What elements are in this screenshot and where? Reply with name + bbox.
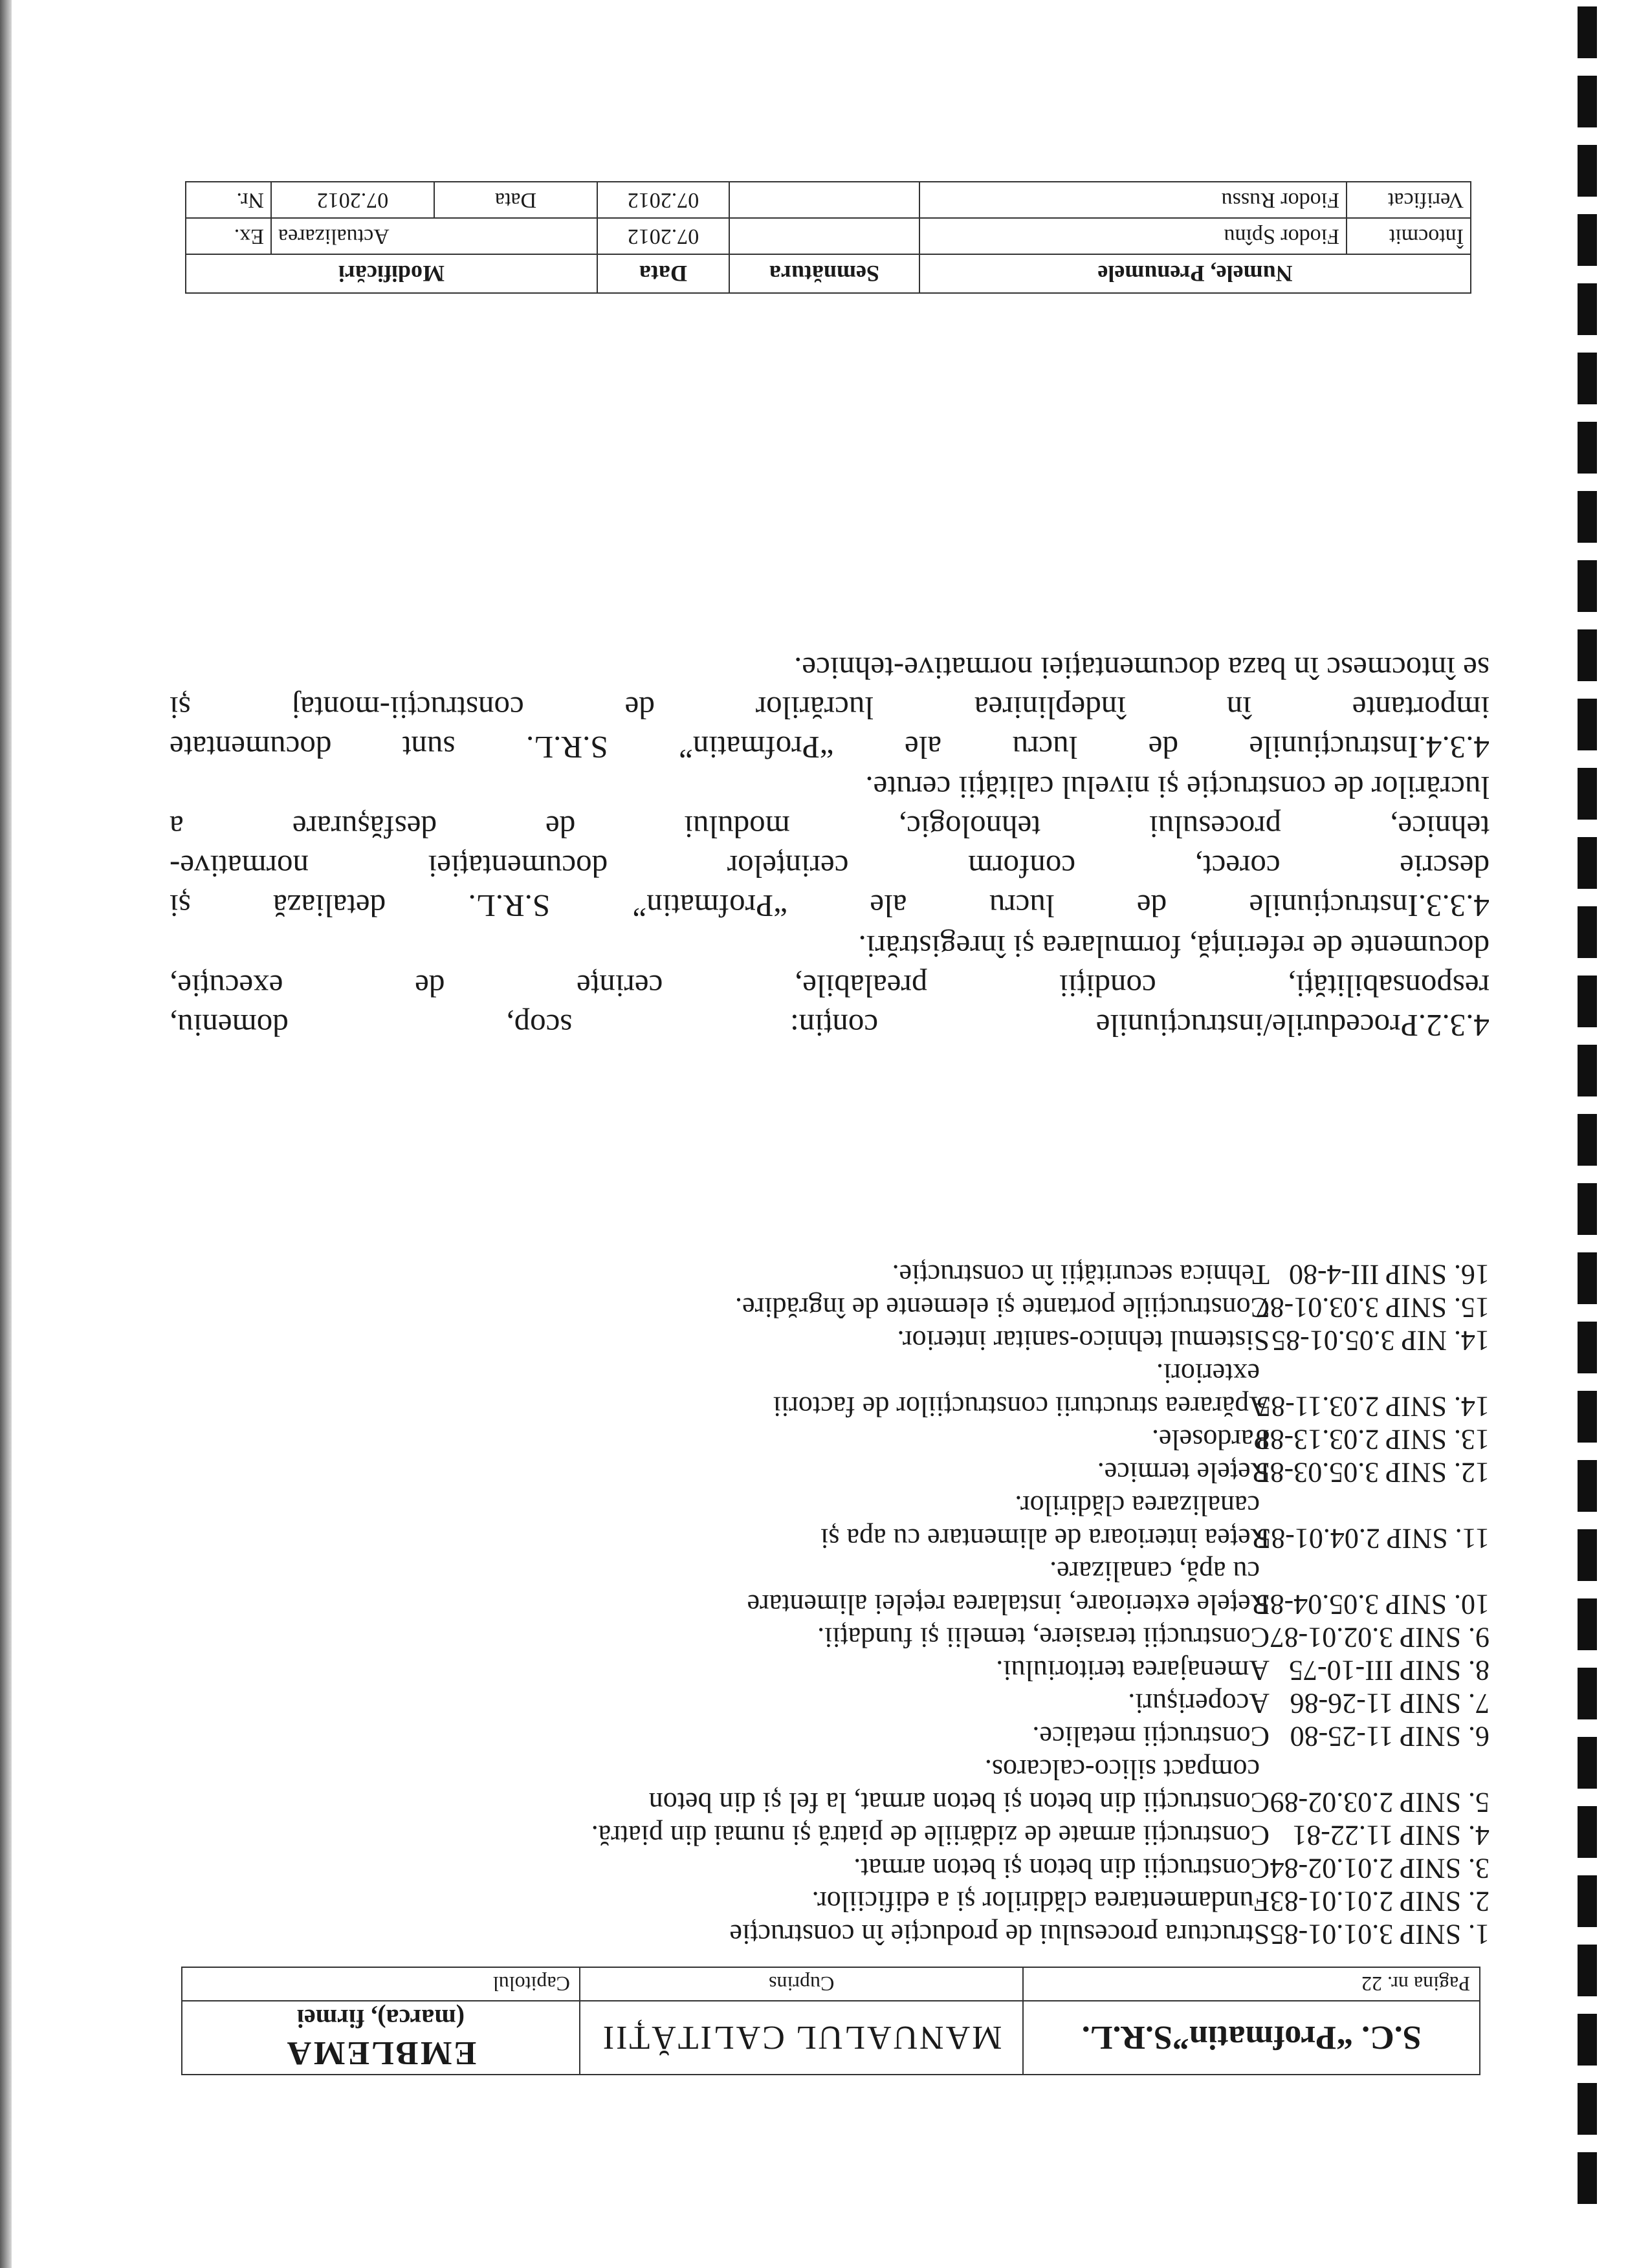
standard-code (1270, 1324, 1490, 1357)
mod-value: Ex. (186, 218, 271, 254)
signature-row (186, 218, 1471, 254)
standard-item (1128, 1687, 1490, 1720)
standard-description: Rețele exterioare, instalarea rețelei alimentare (747, 1589, 1270, 1620)
standard-number: 1. (1468, 1919, 1490, 1950)
paragraph-4-3-3 (170, 768, 1490, 926)
standard-description: Construcții metalice. (1032, 1721, 1270, 1752)
standard-number: 10. (1454, 1589, 1490, 1620)
standard-code (1255, 1291, 1490, 1324)
page-number: Pagina nr. 22 (1023, 1967, 1480, 2001)
standard-code (1270, 1258, 1490, 1291)
signature-table (185, 181, 1471, 294)
standard-item (820, 1522, 1490, 1555)
standard-number: 16. (1454, 1259, 1490, 1291)
contents-label: Cuprins (580, 1967, 1023, 2001)
sig-header-date: Data (597, 254, 729, 293)
standard-item (747, 1588, 1490, 1621)
standard-description: Amenajarea teritoriului. (996, 1655, 1270, 1686)
standard-description: Rețea interioara de alimentare cu apa și (820, 1523, 1270, 1554)
standard-item (853, 1852, 1490, 1885)
sig-signature (729, 218, 919, 254)
standard-item (729, 1918, 1490, 1951)
standard-item (1032, 1720, 1490, 1753)
paragraph-line: lucrărilor de construcție și nivelul calității cerute. (865, 770, 1490, 805)
standard-number: 13. (1454, 1424, 1490, 1456)
sig-name: Fiodor Spînu (919, 218, 1347, 254)
standard-code-text: SNIP 2.01.01-83 (1270, 1886, 1461, 1917)
paragraph-line: importante în îndeplinirea lucrărilor de construcții-montaj și (170, 690, 1490, 726)
emblem-title: EMBLEMA (285, 2034, 477, 2071)
standard-code (1270, 1852, 1490, 1885)
standard-code (1270, 1918, 1490, 1951)
standard-description: Construcțiile portante și elemente de îngrădire. (735, 1292, 1270, 1324)
standard-number: 6. (1468, 1721, 1490, 1752)
standard-number: 9. (1468, 1622, 1490, 1653)
standard-code-text: SNIP 3.01.01-85 (1270, 1919, 1461, 1950)
standard-code (1270, 1819, 1490, 1852)
sig-signature (729, 182, 919, 218)
standard-code-text: SNIP III-4-80 (1289, 1259, 1447, 1291)
company-name: S.C. “Profmatin”S.R.L. (1023, 2001, 1480, 2075)
standard-code (1257, 1522, 1490, 1555)
sig-header-signature: Semnătura (729, 254, 919, 293)
standard-description: Sistemul tehnico-sanitar interior. (897, 1325, 1270, 1357)
standard-code-text: NIP 3.05.01-85 (1271, 1325, 1447, 1357)
standard-item (649, 1786, 1490, 1819)
standard-code-text: SNIP 11.22-81 (1292, 1820, 1461, 1851)
sig-role: Verificat (1347, 182, 1471, 218)
standard-item (897, 1324, 1490, 1357)
standard-description-continued: compact silico-calcaros. (984, 1754, 1260, 1785)
standard-code-text: SNIP 2.01.02-84 (1270, 1853, 1461, 1884)
paragraph-line: responsabilități, condiții prealabile, cerințe de execuție, (170, 968, 1490, 1004)
standard-item (591, 1819, 1490, 1852)
standard-number: 3. (1468, 1853, 1490, 1884)
sig-header-modifications: Modificări (186, 254, 597, 293)
standard-description: Structura procesului de producție în construcție (729, 1919, 1270, 1950)
standard-code-text: SNIP 3.02.01-87 (1270, 1622, 1461, 1653)
standard-item (996, 1654, 1490, 1687)
paragraph-line: 4.3.2.Procedurile/instrucțiunile conțin: scop, domeniu, (170, 1008, 1490, 1043)
mod-label: Actualizarea (271, 218, 597, 254)
standard-item (773, 1390, 1490, 1423)
signature-row (186, 182, 1471, 218)
sig-name: Fiodor Russu (919, 182, 1347, 218)
standard-description: Apărarea structurii construcțiilor de factorii (773, 1391, 1270, 1423)
manual-title: MANUALUL CALITĂȚII (580, 2001, 1023, 2075)
standard-number: 11. (1455, 1523, 1490, 1554)
standard-code (1270, 1885, 1490, 1918)
standard-code (1255, 1456, 1490, 1489)
standard-item (892, 1258, 1490, 1291)
standard-item (735, 1291, 1490, 1324)
standard-description: Pardosele. (1151, 1424, 1270, 1456)
standard-item (812, 1885, 1490, 1918)
standard-description: Construcții din beton și beton armat, la fel și din beton (648, 1787, 1270, 1818)
paragraph-line: documente de referință, formularea și înregistrări. (858, 929, 1490, 965)
mod-date: 07.2012 (271, 182, 434, 218)
standard-number: 14. (1454, 1325, 1490, 1357)
standard-number: 2. (1468, 1886, 1490, 1917)
standard-code (1270, 1786, 1490, 1819)
standard-code-text: SNIP 2.03.13-88 (1255, 1424, 1447, 1456)
standard-number: 5. (1468, 1787, 1490, 1818)
standard-description: Fundamentarea clădirilor și a edificiilor. (811, 1886, 1270, 1917)
standard-code-text: SNIP 11-26-86 (1290, 1688, 1461, 1719)
emblem-cell (182, 2001, 580, 2075)
paragraph-4-3-4 (170, 649, 1490, 767)
standard-code-text: SNIP 3.05.03-85 (1255, 1457, 1447, 1488)
header-table (181, 1967, 1480, 2075)
standard-number: 14. (1454, 1391, 1490, 1423)
paragraph-line: tehnice, procesului tehnologic, modului de desfășurare a (170, 809, 1490, 845)
standard-code (1270, 1720, 1490, 1753)
standard-code-text: SNIP 3.03.01-87 (1255, 1292, 1447, 1324)
standard-code (1255, 1588, 1490, 1621)
standard-description: Construcții terasiere, temelii și fundații. (817, 1622, 1270, 1653)
sig-date: 07.2012 (597, 218, 729, 254)
standard-item (1097, 1456, 1490, 1489)
mod-label: Data (434, 182, 597, 218)
paragraph-line: descrie corect, conform cerințelor documentației normative- (170, 849, 1490, 884)
standard-code-text: SNIP 2.04.01-85 (1257, 1523, 1448, 1554)
standard-description: Rețele termice. (1097, 1457, 1270, 1488)
standard-number: 15. (1454, 1292, 1490, 1324)
standard-code-text: SNIP 3.05.04-85 (1255, 1589, 1447, 1620)
standard-code-text: SNIP III-10-75 (1289, 1655, 1461, 1686)
sig-role: Întocmit (1347, 218, 1471, 254)
standard-item (1152, 1423, 1490, 1456)
standard-number: 8. (1468, 1655, 1490, 1686)
standard-description-continued: canalizarea clădirilor. (1015, 1490, 1260, 1521)
paragraph-line: 4.3.3.Instrucțiunile de lucru ale “Profmatin” S.R.L. detaliază și (170, 888, 1490, 924)
mod-value: Nr. (186, 182, 271, 218)
standard-code (1270, 1621, 1490, 1654)
standard-number: 12. (1454, 1457, 1490, 1488)
standard-number: 7. (1468, 1688, 1490, 1719)
sig-date: 07.2012 (597, 182, 729, 218)
paragraph-line: se întocmesc în baza documentației normative-tehnice. (794, 651, 1490, 686)
standard-description: Construcții armate de zidăriile de piatră și numai din piatră. (591, 1820, 1270, 1851)
standard-description-continued: cu apă, canalizare. (1050, 1556, 1260, 1587)
standard-code (1270, 1654, 1490, 1687)
paragraph-line: 4.3.4.Instrucțiunile de lucru ale “Profmatin” S.R.L. sunt documentate (170, 730, 1490, 765)
standard-description-continued: exteriori. (1156, 1358, 1260, 1390)
standard-code (1270, 1687, 1490, 1720)
standard-code-text: SNIP 2.03.11-85 (1257, 1391, 1447, 1423)
paragraph-4-3-2 (170, 927, 1490, 1045)
standard-code (1257, 1390, 1490, 1423)
standard-description: Acoperișuri. (1128, 1688, 1270, 1719)
standard-code (1255, 1423, 1490, 1456)
standard-code-text: SNIP 2.03.02-89 (1270, 1787, 1461, 1818)
standard-item (817, 1621, 1490, 1654)
standard-number: 4. (1468, 1820, 1490, 1851)
standard-description: Tehnica securității în construcție. (892, 1259, 1270, 1291)
sig-header-name: Numele, Prenumele (919, 254, 1471, 293)
standard-code-text: SNIP 11-25-80 (1290, 1721, 1461, 1752)
chapter-label: Capitolul (182, 1967, 580, 2001)
emblem-subtitle: (marca), firmei (296, 2004, 465, 2033)
standard-description: Construcții din beton și beton armat. (853, 1853, 1270, 1884)
